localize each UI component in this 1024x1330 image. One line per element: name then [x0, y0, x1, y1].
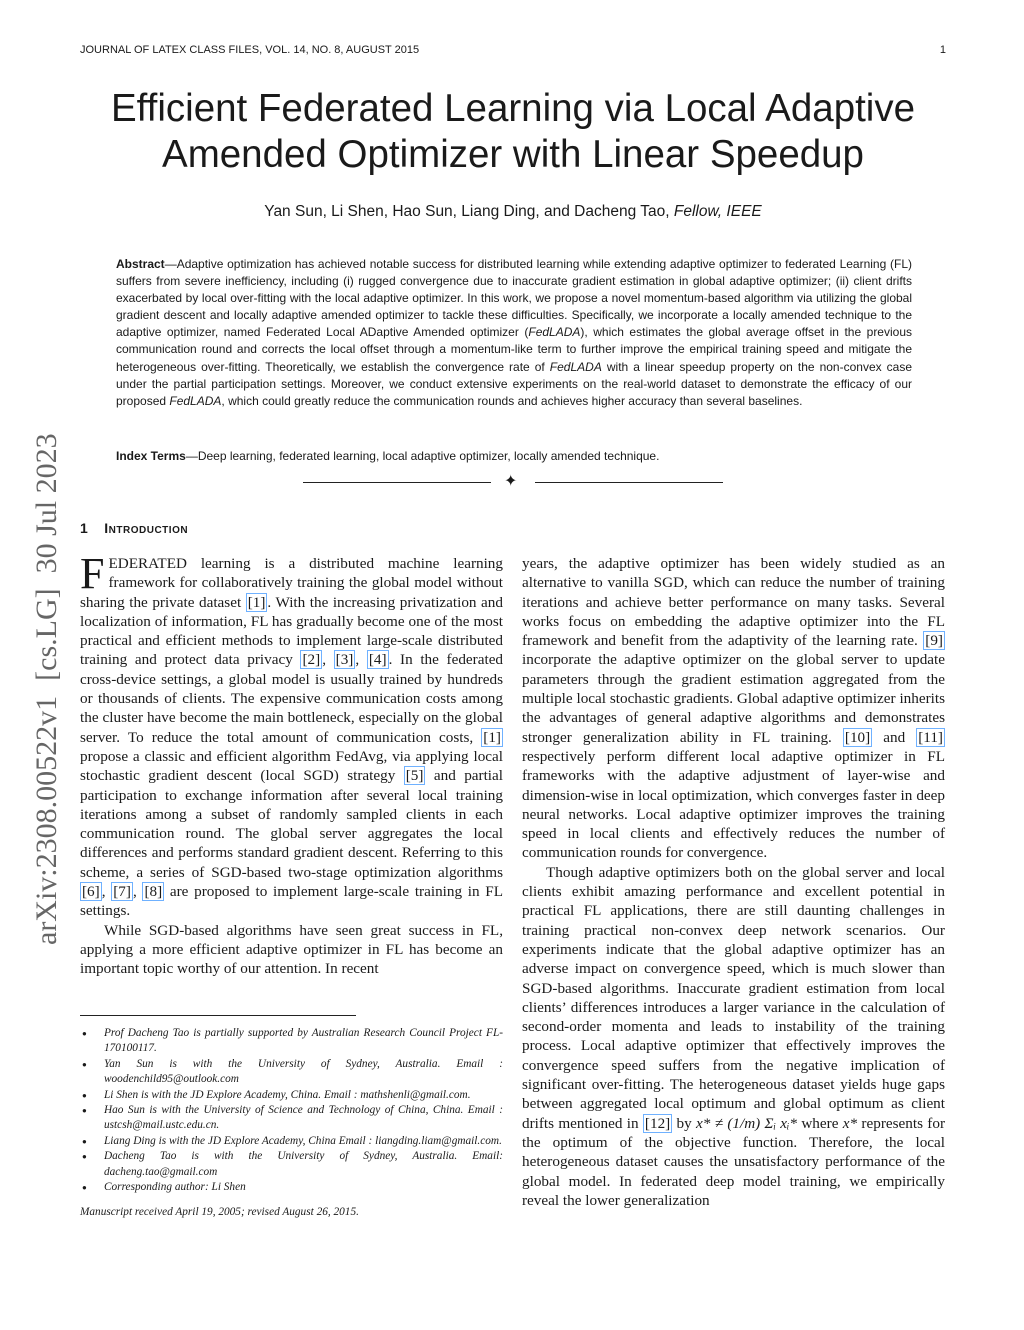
math-expression: x* ≠ (1/m) Σᵢ xᵢ*	[696, 1114, 798, 1132]
footnote-item: ● Dacheng Tao is with the University of Sydney, Australia. Email: dacheng.tao@gmail.com	[80, 1149, 503, 1180]
section-number: 1	[80, 520, 89, 536]
arxiv-stamp-text: arXiv:2308.00522v1 [cs.LG] 30 Jul 2023	[30, 433, 63, 945]
section-heading	[80, 520, 188, 536]
citation-link[interactable]: [2]	[302, 651, 321, 669]
title-line-2: Amended Optimizer with Linear Speedup	[162, 133, 864, 176]
author-fellow: Fellow, IEEE	[673, 203, 762, 220]
author-names: Yan Sun, Li Shen, Hao Sun, Liang Ding, and Dacheng Tao,	[264, 203, 670, 220]
citation-link[interactable]: [11]	[918, 728, 943, 746]
intro-paragraph-3	[522, 554, 945, 863]
intro-text: respectively perform different local adaptive optimizer in FL frameworks with the adaptive adjustment of layer-wise and dimension-wise in local optimization, which converges faster in deep neural networks. Local adaptive optimizer improves the training speed in local clients and effectively reduces the number of communication rounds for convergence.	[522, 747, 945, 862]
abstract-text-1: —Adaptive optimization has achieved notable success for distributed learning while extending adaptive optimizer to federated Learning (FL) suffers from severe inefficiency, including (i) rugged convergence due to inaccurate gradient estimation in global adaptive optimizer; (ii) client drifts exacerbated by local over-fitting with the local adaptive optimizer. In this work, we propose a novel momentum-based algorithm via utilizing the global gradient descent and locally adaptive amended optimizer to tackle these difficulties. Specifically, we incorporate a locally amended technique to the adaptive optimizer, named Federated Local ADaptive Amended optimizer (	[116, 257, 912, 340]
abstract	[116, 256, 912, 410]
intro-text: years, the adaptive optimizer has been widely studied as an alternative to vanilla SGD, which can reduce the number of training iterations and achieve better performance on many tasks. Several works focus on embedding the adaptive optimizer into the FL framework and benefit from the adaptivity of the learning rate.	[522, 555, 945, 650]
left-column	[80, 549, 504, 979]
intro-text: where	[797, 1114, 843, 1132]
drop-cap: F	[80, 549, 105, 598]
footnote-rule	[80, 1015, 356, 1016]
citation-link[interactable]: [4]	[368, 651, 387, 669]
author-list	[80, 203, 946, 221]
abstract-text-3: with a linear speedup property on the non-convex case under the partial participation settings. Moreover, we conduct extensive experiments on the real-world dataset to demonstrate the efficacy of our proposed	[116, 359, 912, 408]
intro-text: learning is a distributed machine learning framework for collaboratively training the global model without sharing the private dataset	[80, 555, 503, 611]
journal-name: JOURNAL OF LATEX CLASS FILES, VOL. 14, NO. 8, AUGUST 2015	[80, 44, 420, 56]
citation-link[interactable]: [1]	[483, 728, 501, 746]
divider-star-icon: ✦	[504, 473, 518, 490]
intro-text: propose a classic and efficient algorithm FedAvg, via applying local stochastic gradient descent (local SGD) strategy	[80, 747, 503, 785]
citation-link[interactable]: [8]	[144, 883, 163, 901]
section-divider	[303, 473, 723, 493]
intro-text: and partial participation to exchange information after several local training iterations among a subset of randomly sampled clients in each communication round. The global server aggregates the local differences and performs standard gradient descent. Referring to this scheme, a series of SGD-based two-stage optimization algorithms	[80, 767, 503, 881]
right-column	[522, 554, 945, 1210]
footnote-item: ● Corresponding author: Li Shen	[80, 1180, 503, 1195]
drop-cap-smallcaps: EDERATED	[108, 555, 187, 572]
math-symbol: x*	[842, 1114, 858, 1132]
intro-text: by	[672, 1114, 697, 1132]
page-number: 1	[939, 44, 946, 56]
footnote-item: ● Li Shen is with the JD Explore Academy, China. Email : mathshenli@gmail.com.	[80, 1088, 503, 1103]
citation-link[interactable]: [7]	[113, 883, 131, 901]
intro-text: . In the federated cross-device settings, a global model is usually trained by hundreds or thousands of clients. The expensive communication costs among the cluster have become the main bottleneck, especially on the global server. To reduce the total amount of communication costs,	[80, 651, 504, 746]
citation-link[interactable]: [1]	[247, 593, 266, 611]
citation-link[interactable]: [3]	[335, 651, 354, 669]
section-title: Introduction	[104, 520, 189, 536]
paper-title	[80, 86, 946, 178]
intro-paragraph-4	[522, 863, 945, 1210]
intro-paragraph-1: FEDERATED learning is a distributed machine learning framework for collaboratively training the global model without sharing the private dataset [1] . With the increasing privatization and localization of information, FL has gradually become one of the most practical and efficient methods to implement large-scale distributed training and protect data privacy [2] , [3] , [4] . In the federated cross-device settings, a global model is usually trained by hundreds or thousands of clients. The expensive communication costs among the cluster have become the main bottleneck, especially on the global server. To reduce the total amount of communication costs, [1] propose a classic and efficient algorithm FedAvg, via applying local stochastic gradient descent (local SGD) strategy [5] and partial participation to exchange information after several local training iterations among a subset of randomly sampled clients in each communication round. The global server aggregates the local differences and performs standard gradient descent. Referring to this scheme, a series of SGD-based two-stage optimization algorithms [6] , [7] , [8] are proposed to implement large-scale training in FL settings.	[80, 549, 504, 920]
index-terms-text: —Deep learning, federated learning, local adaptive optimizer, locally amended technique.	[185, 449, 660, 463]
citation-link[interactable]: [5]	[405, 767, 424, 785]
footnote-item: ● Hao Sun is with the University of Science and Technology of China, China. Email : ustcsh@mail.ustc.edu.cn.	[80, 1103, 503, 1134]
footnote-item: ● Liang Ding is with the JD Explore Academy, China Email : liangding.liam@gmail.com.	[80, 1134, 503, 1149]
intro-text: are proposed to implement large-scale training in FL settings.	[80, 883, 504, 920]
citation-link[interactable]: [12]	[644, 1114, 671, 1132]
intro-text: Though adaptive optimizers both on the global server and local clients exhibit amazing performance and excellent potential in practical FL applications, there are still daunting challenges in training practical non-convex deep network scenarios. Our experiments indicate that the global adaptive optimizer has an adverse impact on convergence speed, which is much slower than SGD-based algorithms. Inaccurate gradient estimation from local clients’ differences introduces a larger variance in the calculation of second-order momenta and leads to instability of the training process. Local adaptive optimizer that effectively improves the convergence speed suffers from the negative implication of significant over-fitting. The heterogeneous dataset yields huge gaps between aggregated local optimum and global optimum as client drifts mentioned in	[522, 863, 945, 1132]
abstract-fedlada-3: FedLADA	[169, 393, 222, 408]
divider-rule-left	[303, 482, 491, 483]
citation-link[interactable]: [9]	[925, 632, 943, 650]
abstract-fedlada-1: FedLADA	[528, 325, 581, 340]
index-terms-label: Index Terms	[116, 449, 186, 463]
intro-text: . With the increasing privatization and localization of information, FL has gradually become one of the most practical and efficient methods to implement large-scale distributed training and protect data privacy	[80, 593, 503, 669]
intro-paragraph-2: While SGD-based algorithms have seen great success in FL, applying a more efficient adaptive optimizer in FL has become an important topic worthy of our attention. In recent	[80, 921, 503, 978]
footnote-item: ● Prof Dacheng Tao is partially supported by Australian Research Council Project FL-170100117.	[80, 1026, 503, 1057]
footnote-item: ● Yan Sun is with the University of Sydney, Australia. Email : woodenchild95@outlook.com	[80, 1057, 503, 1088]
index-terms	[116, 448, 912, 465]
abstract-fedlada-2: FedLADA	[549, 359, 602, 374]
abstract-text-4: , which could greatly reduce the communication rounds and achieves higher accuracy than several baselines.	[221, 393, 803, 408]
abstract-text-2: ), which estimates the global average offset in the previous communication round and corrects the local offset through a momentum-like term to further improve the empirical training speed and mitigate the heterogeneous over-fitting. Theoretically, we establish the convergence rate of	[116, 325, 912, 374]
divider-rule-right	[535, 482, 723, 483]
intro-text: incorporate the adaptive optimizer on the global server to update parameters through the gradient estimation aggregated from the multiple local stochastic gradients. Global adaptive optimizer inherits the advantages of general adaptive algorithms and demonstrates stronger generalization ability in FL training.	[522, 651, 945, 746]
intro-text: represents for the optimum of the objective function. Therefore, the local heterogeneous dataset causes the unsatisfactory performance of the global model. In federated deep model training, we empirically reveal the lower generalization	[522, 1114, 946, 1209]
intro-text: and	[872, 728, 917, 746]
manuscript-note: Manuscript received April 19, 2005; revised August 26, 2015.	[80, 1206, 359, 1219]
abstract-label: Abstract	[116, 257, 165, 271]
footnotes	[80, 1026, 503, 1221]
arxiv-stamp	[0, 0, 90, 1325]
title-line-1: Efficient Federated Learning via Local Adaptive	[110, 87, 916, 130]
citation-link[interactable]: [10]	[844, 728, 871, 746]
citation-link[interactable]: [6]	[82, 883, 100, 901]
